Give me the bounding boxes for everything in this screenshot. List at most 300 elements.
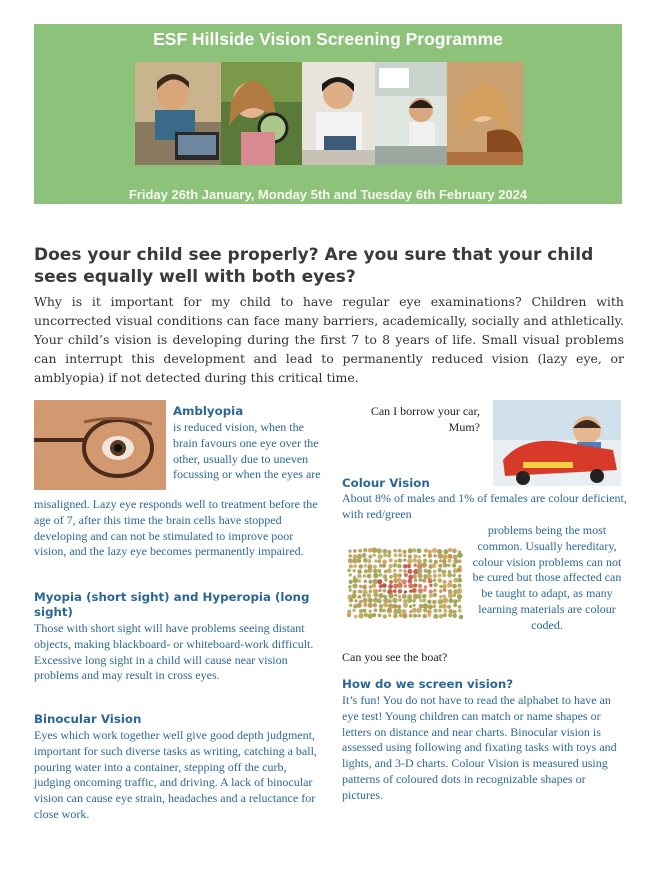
color-dot (403, 603, 408, 608)
color-dot (364, 613, 368, 617)
color-dot (409, 590, 412, 593)
color-dot (438, 609, 441, 612)
color-dot (358, 579, 361, 582)
color-dot (364, 569, 368, 573)
header-banner (34, 24, 622, 204)
color-dot (417, 594, 422, 599)
color-dot (402, 550, 406, 554)
color-dot (422, 598, 426, 602)
color-dot (352, 583, 357, 588)
color-dot (382, 583, 387, 588)
banner-date: Friday 26th January, Monday 5th and Tuesday 6th February 2024 (128, 187, 528, 202)
color-dot (367, 568, 372, 573)
color-dot (352, 590, 356, 594)
color-dot (393, 549, 397, 553)
color-dot (373, 603, 377, 607)
color-dot (357, 554, 362, 559)
color-dot (448, 609, 453, 614)
color-dot (389, 580, 393, 584)
color-dot (448, 613, 452, 617)
color-dot (369, 585, 373, 589)
color-dot (378, 589, 381, 592)
color-dot (353, 564, 356, 567)
color-dot (433, 574, 437, 578)
how-screen-heading: How do we screen vision? (342, 677, 514, 691)
color-dot (452, 614, 457, 619)
color-dot (394, 554, 398, 558)
color-dot (443, 563, 448, 568)
color-dot (426, 574, 432, 580)
color-dot (424, 585, 427, 588)
myopia-text: Those with short sight will have problems seeing distant objects, making blackboard- or whiteboard-work difficult. Excessive long sight in a child will cause near vision problems and may result in cross eyes. (34, 621, 314, 683)
color-dot (408, 548, 413, 553)
color-dot (382, 564, 386, 568)
color-dot (403, 570, 406, 573)
color-dot (387, 554, 391, 558)
color-dot (362, 585, 367, 590)
color-dot (442, 554, 447, 559)
color-dot (354, 615, 357, 618)
color-dot (404, 573, 408, 577)
color-dot (423, 603, 428, 608)
color-dot (438, 574, 442, 578)
color-dot (383, 603, 388, 608)
color-dot (417, 614, 421, 618)
color-dot (417, 568, 422, 573)
color-dot (398, 598, 402, 602)
color-dot (443, 595, 446, 598)
color-dot (443, 549, 448, 554)
color-dot (458, 609, 461, 612)
color-dot (389, 575, 393, 579)
color-dot (373, 579, 378, 584)
color-dot (358, 590, 362, 594)
color-dot (373, 569, 377, 573)
color-dot (458, 559, 462, 563)
color-dot (423, 554, 426, 557)
color-dot (353, 569, 356, 572)
color-dot (404, 584, 407, 587)
color-dot (368, 555, 372, 559)
photo-classroom (375, 62, 447, 165)
color-dot (439, 589, 443, 593)
color-dot (399, 613, 403, 617)
color-dot (377, 548, 382, 553)
color-dot (443, 580, 447, 584)
banner-title: ESF Hillside Vision Screening Programme (153, 29, 503, 49)
color-dot (368, 598, 373, 603)
color-dot (417, 559, 422, 564)
color-dot (414, 564, 417, 567)
car-caption: Can I borrow your car, Mum? (370, 404, 480, 434)
color-dot (438, 553, 443, 558)
color-dot (372, 613, 376, 617)
color-dot (423, 559, 427, 563)
color-dot (407, 569, 412, 574)
color-dot (393, 569, 396, 572)
color-dot (442, 604, 447, 609)
color-dot (378, 559, 382, 563)
color-dot (412, 599, 416, 603)
color-dot (417, 548, 422, 553)
color-dot (348, 558, 353, 563)
color-dot (359, 564, 363, 568)
color-dot (398, 574, 402, 578)
color-dot (427, 569, 432, 574)
color-dot (433, 604, 437, 608)
color-dot (409, 614, 413, 618)
color-dot (428, 614, 431, 617)
color-dot (352, 609, 355, 612)
color-dot (449, 598, 454, 603)
color-dot (392, 598, 397, 603)
boat-caption: Can you see the boat? (342, 650, 448, 664)
color-dot (429, 584, 432, 587)
color-dot (349, 554, 352, 557)
color-dot (452, 548, 457, 553)
color-dot (407, 598, 412, 603)
binocular-heading: Binocular Vision (34, 712, 142, 726)
color-dot (453, 610, 457, 614)
color-dot (457, 588, 463, 594)
color-dot (368, 613, 373, 618)
color-dot (367, 559, 371, 563)
color-dot (403, 564, 407, 568)
color-dot (452, 584, 457, 589)
colour-dot-test-image (346, 547, 464, 620)
amblyopia-text: is reduced vision, when the brain favours one eye over the other, usually due to uneven focussing or when the eyes are (173, 420, 321, 482)
color-dot (433, 579, 436, 582)
color-dot (382, 609, 386, 613)
color-dot (374, 559, 377, 562)
color-dot (368, 580, 372, 584)
color-dot (439, 614, 443, 618)
color-dot (363, 574, 366, 577)
photo-boy-laptop (135, 62, 221, 165)
color-dot (357, 603, 362, 608)
color-dot (398, 583, 403, 588)
color-dot (394, 559, 397, 562)
color-dot (398, 549, 401, 552)
color-dot (402, 579, 407, 584)
color-dot (368, 603, 373, 608)
color-dot (359, 585, 362, 588)
color-dot (362, 553, 367, 558)
color-dot (416, 608, 421, 613)
color-dot (457, 598, 461, 602)
color-dot (399, 569, 402, 572)
color-dot (388, 599, 392, 603)
color-dot (412, 574, 417, 579)
color-dot (459, 615, 463, 619)
color-dot (438, 564, 442, 568)
colour-vision-heading: Colour Vision (342, 476, 430, 490)
color-dot (358, 549, 362, 553)
color-dot (407, 558, 412, 563)
color-dot (429, 594, 433, 598)
color-dot (403, 554, 406, 557)
color-dot (438, 599, 444, 605)
color-dot (419, 599, 422, 602)
color-dot (457, 568, 462, 573)
color-dot (349, 573, 352, 576)
color-dot (397, 564, 402, 569)
color-dot (453, 599, 457, 603)
color-dot (357, 559, 361, 563)
color-dot (349, 580, 353, 584)
color-dot (362, 594, 366, 598)
color-dot (442, 573, 446, 577)
color-dot (458, 578, 463, 583)
color-dot (423, 608, 427, 612)
color-dot (458, 574, 461, 577)
color-dot (347, 569, 351, 573)
color-dot (442, 584, 447, 589)
color-dot (408, 575, 413, 580)
color-dot (443, 598, 449, 604)
color-dot (393, 583, 398, 588)
color-dot (397, 608, 402, 613)
color-dot (433, 554, 436, 557)
color-dot (398, 553, 402, 557)
color-dot (447, 564, 450, 567)
photo-girl-violin (447, 62, 523, 165)
color-dot (422, 579, 426, 583)
color-dot (364, 580, 368, 584)
color-dot (373, 553, 376, 556)
color-dot (448, 548, 452, 552)
color-dot (429, 559, 433, 563)
color-dot (374, 609, 377, 612)
color-dot (408, 579, 413, 584)
color-dot (432, 563, 437, 568)
color-dot (439, 559, 442, 562)
color-dot (357, 574, 362, 579)
color-dot (443, 588, 447, 592)
color-dot (349, 598, 353, 602)
color-dot (372, 583, 377, 588)
photo-boy-device (302, 62, 375, 165)
color-dot (358, 613, 363, 618)
color-dot (422, 614, 427, 619)
color-dot (448, 554, 453, 559)
color-dot (384, 578, 387, 581)
color-dot (403, 558, 406, 561)
color-dot (364, 564, 367, 567)
color-dot (388, 593, 393, 598)
color-dot (353, 578, 358, 583)
colour-vision-text: About 8% of males and 1% of females are colour deficient, with red/green (342, 491, 627, 521)
color-dot (397, 578, 402, 583)
color-dot (409, 605, 412, 608)
color-dot (453, 603, 457, 607)
color-dot (432, 600, 437, 605)
color-dot (422, 594, 426, 598)
color-dot (422, 562, 427, 567)
color-dot (433, 614, 438, 619)
color-dot (359, 600, 363, 604)
color-dot (407, 564, 411, 568)
color-dot (418, 588, 423, 593)
color-dot (457, 552, 463, 558)
color-dot (458, 584, 462, 588)
color-dot (458, 605, 462, 609)
toy-car-photo (493, 400, 621, 486)
color-dot (352, 594, 357, 599)
color-dot (349, 589, 352, 592)
photo-girl-magnifier (221, 62, 302, 165)
color-dot (357, 569, 361, 573)
how-screen-text: It’s fun! You do not have to read the alphabet to have an eye test! Young children can match or name shapes or letters on distance and near charts. Binocular vision is assessed using following and fixating tasks with toys and lights, and 3-D charts. Colour Vision is measured using patterns of coloured dots in recognizable shapes or pictures. (342, 693, 617, 802)
color-dot (439, 595, 442, 598)
color-dot (367, 574, 372, 579)
color-dot (363, 548, 367, 552)
color-dot (438, 578, 443, 583)
color-dot (363, 558, 368, 563)
color-dot (388, 584, 393, 589)
color-dot (414, 554, 418, 558)
color-dot (373, 593, 378, 598)
color-dot (432, 548, 437, 553)
color-dot (359, 609, 363, 613)
color-dot (414, 579, 418, 583)
color-dot (394, 594, 397, 597)
color-dot (398, 558, 402, 562)
color-dot (433, 570, 436, 573)
color-dot (413, 558, 417, 562)
color-dot (382, 560, 387, 565)
eye-glasses-photo (34, 400, 166, 490)
color-dot (434, 609, 438, 613)
color-dot (377, 569, 381, 573)
color-dot (457, 594, 462, 599)
color-dot (377, 579, 382, 584)
color-dot (398, 595, 401, 598)
color-dot (362, 598, 367, 603)
color-dot (383, 574, 388, 579)
color-dot (423, 588, 426, 591)
color-dot (427, 610, 432, 615)
color-dot (419, 578, 423, 582)
color-dot (408, 555, 412, 559)
color-dot (398, 589, 402, 593)
color-dot (447, 583, 452, 588)
color-dot (428, 550, 432, 554)
colour-vision-text-continued: problems being the most common. Usually hereditary, colour vision problems can not be cured but those affected can be taught to adapt, as many learning materials are colour coded. (472, 523, 622, 632)
color-dot (427, 600, 431, 604)
color-dot (389, 558, 393, 562)
amblyopia-heading: Amblyopia (173, 404, 244, 418)
color-dot (383, 553, 387, 557)
color-dot (447, 605, 451, 609)
color-dot (453, 555, 458, 560)
intro-paragraph: Why is it important for my child to have regular eye examinations? Children with uncorrected visual conditions can face many barriers, academically, socially and athletically. Your child’s vision is developing during the first 7 to 8 years of life. Small visual problems can interrupt this development and lead to permanently reduced vision (lazy eye, or amblyopia) if not detected during this critical time. (34, 294, 624, 385)
color-dot (369, 590, 372, 593)
color-dot (408, 583, 413, 588)
color-dot (413, 614, 417, 618)
color-dot (393, 614, 398, 619)
color-dot (392, 604, 397, 609)
color-dot (348, 585, 352, 589)
color-dot (444, 609, 448, 613)
color-dot (353, 549, 356, 552)
color-dot (437, 549, 442, 554)
color-dot (378, 614, 382, 618)
color-dot (348, 549, 351, 552)
color-dot (382, 549, 387, 554)
color-dot (347, 613, 351, 617)
color-dot (373, 573, 378, 578)
color-dot (349, 564, 353, 568)
color-dot (358, 595, 362, 599)
color-dot (402, 609, 407, 614)
color-dot (383, 614, 387, 618)
color-dot (379, 604, 383, 608)
color-dot (379, 593, 384, 598)
color-dot (413, 604, 416, 607)
color-dot (402, 613, 407, 618)
color-dot (443, 613, 447, 617)
color-dot (397, 605, 401, 609)
color-dot (438, 568, 442, 572)
color-dot (418, 555, 421, 558)
color-dot (378, 554, 383, 559)
color-dot (452, 563, 456, 567)
color-dot (354, 599, 357, 602)
color-dot (387, 608, 392, 613)
color-dot (412, 548, 416, 552)
color-dot (428, 554, 432, 558)
color-dot (352, 558, 357, 563)
color-dot (349, 604, 352, 607)
color-dot (433, 583, 437, 587)
amblyopia-text-continued: misaligned. Lazy eye responds well to treatment before the age of 7, after this time the brain cells have stopped developing and can not be stimulated to improve poor vision, and the lazy eye becomes permanently impaired. (34, 497, 318, 559)
color-dot (429, 590, 433, 594)
color-dot (367, 593, 372, 598)
myopia-heading: Myopia (short sight) and Hyperopia (long sight) (34, 590, 310, 619)
color-dot (388, 564, 392, 568)
color-dot (412, 608, 417, 613)
color-dot (433, 589, 437, 593)
color-dot (402, 594, 407, 599)
color-dot (448, 559, 452, 563)
color-dot (369, 610, 372, 613)
color-dot (452, 574, 455, 577)
color-dot (404, 590, 407, 593)
main-headline: Does your child see properly? Are you sure that your child sees equally well with both eyes? (34, 245, 594, 287)
color-dot (428, 604, 433, 609)
color-dot (388, 614, 391, 617)
binocular-text: Eyes which work together well give good depth judgment, important for such diverse tasks as writing, catching a ball, pouring water into a container, stepping off the curb, judging oncoming traffic, and driving. A lack of binocular vision can cause eye strain, headaches and a reluctance for close work. (34, 728, 317, 821)
color-dot (424, 549, 428, 553)
color-dot (448, 593, 453, 598)
color-dot (418, 573, 423, 578)
color-dot (393, 563, 397, 567)
color-dot (387, 550, 391, 554)
color-dot (447, 573, 452, 578)
color-dot (383, 598, 388, 603)
color-dot (439, 585, 442, 588)
color-dot (433, 593, 438, 598)
color-dot (377, 598, 382, 603)
color-dot (363, 609, 367, 613)
color-dot (379, 573, 383, 577)
color-dot (372, 547, 377, 552)
color-dot (393, 589, 397, 593)
color-dot (453, 594, 456, 597)
color-dot (363, 603, 367, 607)
color-dot (428, 579, 433, 584)
